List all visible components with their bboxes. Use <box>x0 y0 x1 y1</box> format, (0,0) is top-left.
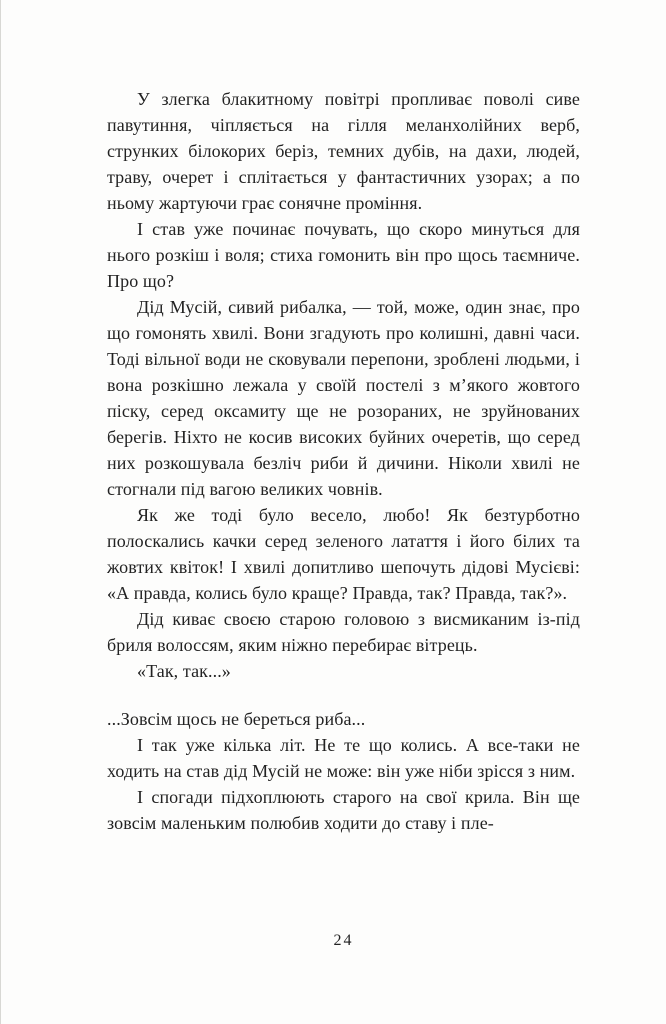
paragraph: У злегка блакитному повітрі пропливає поволі сиве павутиння, чіпляється на гілля меланхолійних верб, струнких білокорих беріз, темних дубів, на дахи, людей, траву, очерет і сплітається у фантастичних узорах; а по ньому жартуючи грає сонячне проміння. <box>107 89 580 213</box>
paragraph: І став уже починає почувать, що скоро минуться для нього розкіш і воля; стиха гомонить він про щось таємниче. Про що? <box>107 219 580 291</box>
paragraph: І так уже кілька літ. Не те що колись. А все-таки не ходить на став дід Мусій не може: він уже ніби зрісся з ним. <box>107 735 580 781</box>
paragraph: Дід киває своєю старою головою з висмиканим із-під бриля волоссям, яким ніжно перебирає вітрець. <box>107 609 580 655</box>
page-text <box>107 86 580 836</box>
paragraph: І спогади підхоплюють старого на свої крила. Він ще зовсім маленьким полюбив ходити до ставу і пле- <box>107 787 580 833</box>
paragraph: Дід Мусій, сивий рибалка, — той, може, один знає, про що гомонять хвилі. Вони згадують про колишні, давні часи. Тоді вільної води не сковували перепони, зроблені людьми, і вона розкішно лежала у своїй постелі з м’якого жовтого піску, серед оксамиту ще не розораних, не зруйнованих берегів. Ніхто не косив високих буйних очеретів, що серед них розкошувала безліч риби й дичини. Ніколи хвилі не стогнали під вагою великих човнів. <box>107 297 580 499</box>
page-number: 24 <box>333 932 354 949</box>
paragraph-dialogue: «Так, так...» <box>137 661 231 681</box>
page-edge-line <box>0 0 1 1024</box>
paragraph-section-start: ...Зовсім щось не береться риба... <box>107 709 366 729</box>
paragraph: Як же тоді було весело, любо! Як безтурботно полоскались качки серед зеленого латаття і його білих та жовтих квіток! І хвилі допитливо шепочуть дідові Мусієві: «А правда, колись було краще? Правда, так? Правда, так?». <box>107 505 580 603</box>
